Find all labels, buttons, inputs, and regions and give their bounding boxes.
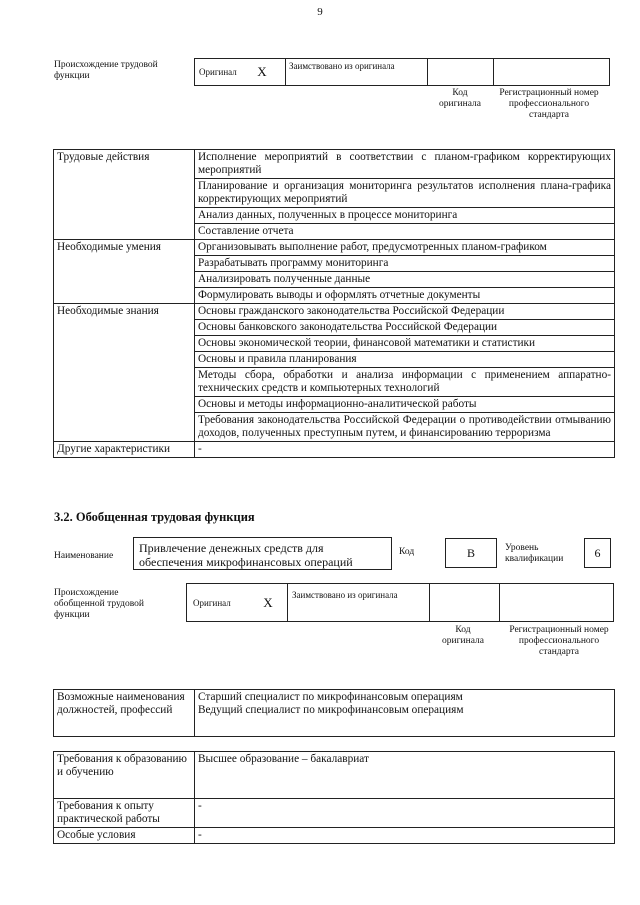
table-cell: Анализ данных, полученных в процессе мониторинга — [195, 208, 615, 224]
origin-box — [186, 583, 614, 622]
reg-caption: Регистрационный номер профессионального стандарта — [499, 88, 599, 120]
original-mark: X — [263, 595, 273, 610]
position-item: Ведущий специалист по микрофинансовым операциям — [198, 704, 464, 716]
level-box — [584, 538, 611, 568]
original-mark: X — [257, 64, 267, 79]
code-caption: Код оригинала — [439, 88, 481, 109]
reg-cell — [499, 584, 614, 621]
table-cell: Основы гражданского законодательства Российской Федерации — [195, 304, 615, 320]
table-cell: - — [195, 828, 615, 844]
table-cell: Формулировать выводы и оформлять отчетные документы — [195, 288, 615, 304]
positions-table — [53, 689, 615, 737]
table-cell: Составление отчета — [195, 224, 615, 240]
row-label: Особые условия — [54, 828, 195, 844]
row-label: Требования к образованию и обучению — [54, 752, 195, 799]
table-cell: - — [195, 442, 615, 458]
table-row — [54, 240, 615, 256]
row-label: Необходимые знания — [54, 304, 195, 442]
reg-caption: Регистрационный номер профессионального стандарта — [509, 625, 609, 657]
code-label: Код — [399, 547, 415, 557]
code-caption: Код оригинала — [442, 625, 484, 646]
level-label: Уровень квалификации — [505, 543, 564, 564]
code-value: B — [466, 546, 475, 560]
origin-label: Происхождение обобщенной трудовой функции — [54, 588, 144, 620]
table-cell: Разрабатывать программу мониторинга — [195, 256, 615, 272]
original-label: Оригинал — [193, 598, 231, 608]
row-label: Другие характеристики — [54, 442, 195, 458]
page-number: 9 — [317, 6, 323, 18]
original-label: Оригинал — [199, 67, 237, 77]
table-cell: Основы и методы информационно-аналитической работы — [195, 397, 615, 413]
table-cell: Требования законодательства Российской Федерации о противодействии отмыванию доходов, полученных преступным путем, и финансированию терроризма — [195, 413, 615, 442]
table-row — [54, 752, 615, 799]
borrowed-label: Заимствовано из оригинала — [292, 590, 398, 600]
row-label: Трудовые действия — [54, 150, 195, 240]
origin-box — [194, 58, 610, 86]
name-box — [133, 537, 392, 570]
table-cell: - — [195, 799, 615, 828]
position-item: Старший специалист по микрофинансовым операциям — [198, 691, 463, 703]
borrowed-label: Заимствовано из оригинала — [289, 61, 395, 71]
table-cell: Основы банковского законодательства Российской Федерации — [195, 320, 615, 336]
table-row — [54, 799, 615, 828]
table-cell: Планирование и организация мониторинга результатов исполнения плана-графика корректирующих мероприятий — [195, 179, 615, 208]
row-label: Необходимые умения — [54, 240, 195, 304]
reg-cell — [493, 59, 611, 85]
name-value: Привлечение денежных средств для обеспечения микрофинансовых операций — [139, 541, 353, 569]
level-value: 6 — [594, 546, 601, 560]
table-cell: Основы и правила планирования — [195, 352, 615, 368]
table-row — [54, 828, 615, 844]
code-cell — [427, 59, 490, 85]
code-box — [445, 538, 497, 568]
row-label: Требования к опыту практической работы — [54, 799, 195, 828]
table-row — [54, 150, 615, 179]
borrowed-cell — [285, 59, 420, 85]
name-label: Наименование — [54, 551, 114, 561]
table-cell: Анализировать полученные данные — [195, 272, 615, 288]
table-row — [54, 304, 615, 320]
table-row — [54, 442, 615, 458]
table-cell: Организовывать выполнение работ, предусмотренных планом-графиком — [195, 240, 615, 256]
table-cell — [195, 690, 615, 737]
borrowed-cell — [287, 584, 430, 621]
function-table — [53, 149, 615, 458]
table-cell: Основы экономической теории, финансовой математики и статистики — [195, 336, 615, 352]
requirements-table — [53, 751, 615, 844]
row-label: Возможные наименования должностей, профессий — [54, 690, 195, 737]
section-title: 3.2. Обобщенная трудовая функция — [54, 510, 255, 524]
code-cell — [429, 584, 500, 621]
origin-label: Происхождение трудовой функции — [54, 60, 158, 81]
table-cell: Методы сбора, обработки и анализа информации с применением аппаратно-технических средств и компьютерных технологий — [195, 368, 615, 397]
table-cell: Исполнение мероприятий в соответствии с планом-графиком корректирующих мероприятий — [195, 150, 615, 179]
table-row — [54, 690, 615, 737]
table-cell: Высшее образование – бакалавриат — [195, 752, 615, 799]
